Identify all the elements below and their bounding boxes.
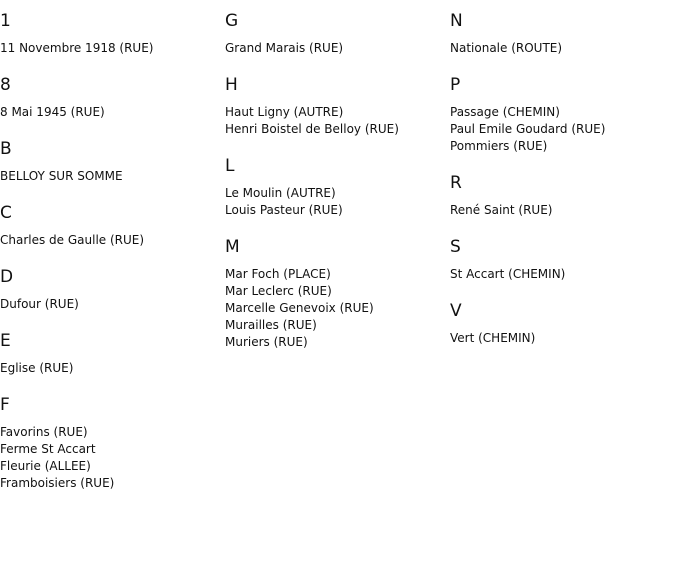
street-list [225,266,450,351]
street-link-fleurie-allee[interactable]: Fleurie (ALLEE) [0,459,91,473]
street-link-rene-saint-rue[interactable]: René Saint (RUE) [450,203,553,217]
street-list-item [225,334,450,351]
street-list-item [450,266,675,283]
street-link-henri-boistel-de-belloy-rue[interactable]: Henri Boistel de Belloy (RUE) [225,122,399,136]
street-list-item [225,185,450,202]
street-list [0,40,225,57]
letter-heading: D [0,267,14,287]
letter-group-d [0,266,225,313]
street-link-nationale-route[interactable]: Nationale (ROUTE) [450,41,563,55]
letter-group-r [450,172,675,219]
street-list-item [0,168,225,185]
street-list-item [0,424,225,441]
letter-heading: B [0,139,12,159]
street-link-haut-ligny-autre[interactable]: Haut Ligny (AUTRE) [225,105,344,119]
street-list [225,40,450,57]
street-link-belloy-sur-somme[interactable]: BELLOY SUR SOMME [0,169,123,183]
street-list [0,424,225,492]
street-list [450,40,675,57]
street-list-item [0,104,225,121]
street-link-murailles-rue[interactable]: Murailles (RUE) [225,318,317,332]
street-link-passage-chemin[interactable]: Passage (CHEMIN) [450,105,560,119]
street-list [450,202,675,219]
letter-heading: E [0,331,11,351]
street-list-item [225,283,450,300]
letter-heading: N [450,11,463,31]
letter-heading: F [0,395,10,415]
street-link-paul-emile-goudard-rue[interactable]: Paul Emile Goudard (RUE) [450,122,606,136]
letter-group-n [450,10,675,57]
street-list [0,232,225,249]
street-link-ferme-st-accart[interactable]: Ferme St Accart [0,442,96,456]
street-list-item [225,317,450,334]
street-list [0,296,225,313]
letter-group-h [225,74,450,138]
street-list-item [450,104,675,121]
letter-heading: V [450,301,462,321]
letter-group-m [225,236,450,351]
street-list-item [450,138,675,155]
letter-heading: H [225,75,238,95]
letter-heading: S [450,237,461,257]
letter-group-v [450,300,675,347]
street-link-st-accart-chemin[interactable]: St Accart (CHEMIN) [450,267,566,281]
letter-group-g [225,10,450,57]
street-list-item [0,458,225,475]
street-list-item [0,232,225,249]
street-link-grand-marais-rue[interactable]: Grand Marais (RUE) [225,41,344,55]
street-list-item [0,296,225,313]
letter-group-e [0,330,225,377]
street-list-item [0,441,225,458]
street-list [450,266,675,283]
street-list-item [450,202,675,219]
street-list-item [450,330,675,347]
index-column-3 [450,10,675,364]
street-list-item [225,121,450,138]
street-list [0,360,225,377]
index-column-2 [225,10,450,368]
street-list-item [0,360,225,377]
letter-group-l [225,155,450,219]
street-list-item [225,104,450,121]
street-list [0,104,225,121]
street-list-item [225,266,450,283]
street-link-eglise-rue[interactable]: Eglise (RUE) [0,361,74,375]
index-column-1 [0,10,225,509]
letter-heading: R [450,173,462,193]
street-link-marcelle-genevoix-rue[interactable]: Marcelle Genevoix (RUE) [225,301,374,315]
street-link-charles-de-gaulle-rue[interactable]: Charles de Gaulle (RUE) [0,233,145,247]
letter-group-b [0,138,225,185]
letter-group-p [450,74,675,155]
street-link-11-novembre-1918-rue[interactable]: 11 Novembre 1918 (RUE) [0,41,154,55]
street-link-8-mai-1945-rue[interactable]: 8 Mai 1945 (RUE) [0,105,105,119]
street-list-item [0,40,225,57]
letter-heading: P [450,75,461,95]
letter-heading: M [225,237,240,257]
street-link-le-moulin-autre[interactable]: Le Moulin (AUTRE) [225,186,336,200]
street-link-muriers-rue[interactable]: Muriers (RUE) [225,335,308,349]
street-list [450,104,675,155]
street-link-favorins-rue[interactable]: Favorins (RUE) [0,425,88,439]
letter-heading: 1 [0,11,11,31]
street-link-mar-foch-place[interactable]: Mar Foch (PLACE) [225,267,331,281]
letter-heading: 8 [0,75,11,95]
street-link-pommiers-rue[interactable]: Pommiers (RUE) [450,139,548,153]
street-list-item [225,202,450,219]
street-list [225,185,450,219]
letter-group-f [0,394,225,492]
letter-heading: G [225,11,239,31]
letter-group-c [0,202,225,249]
street-list-item [450,40,675,57]
street-link-louis-pasteur-rue[interactable]: Louis Pasteur (RUE) [225,203,343,217]
street-list-item [0,475,225,492]
letter-group-s [450,236,675,283]
street-link-vert-chemin[interactable]: Vert (CHEMIN) [450,331,536,345]
street-list-item [225,300,450,317]
letter-group-1 [0,10,225,57]
street-link-framboisiers-rue[interactable]: Framboisiers (RUE) [0,476,115,490]
street-link-dufour-rue[interactable]: Dufour (RUE) [0,297,79,311]
letter-heading: C [0,203,12,223]
street-list [225,104,450,138]
letter-heading: L [225,156,235,176]
street-list [0,168,225,185]
street-list [450,330,675,347]
street-list-item [225,40,450,57]
street-list-item [450,121,675,138]
letter-group-8 [0,74,225,121]
street-link-mar-leclerc-rue[interactable]: Mar Leclerc (RUE) [225,284,332,298]
